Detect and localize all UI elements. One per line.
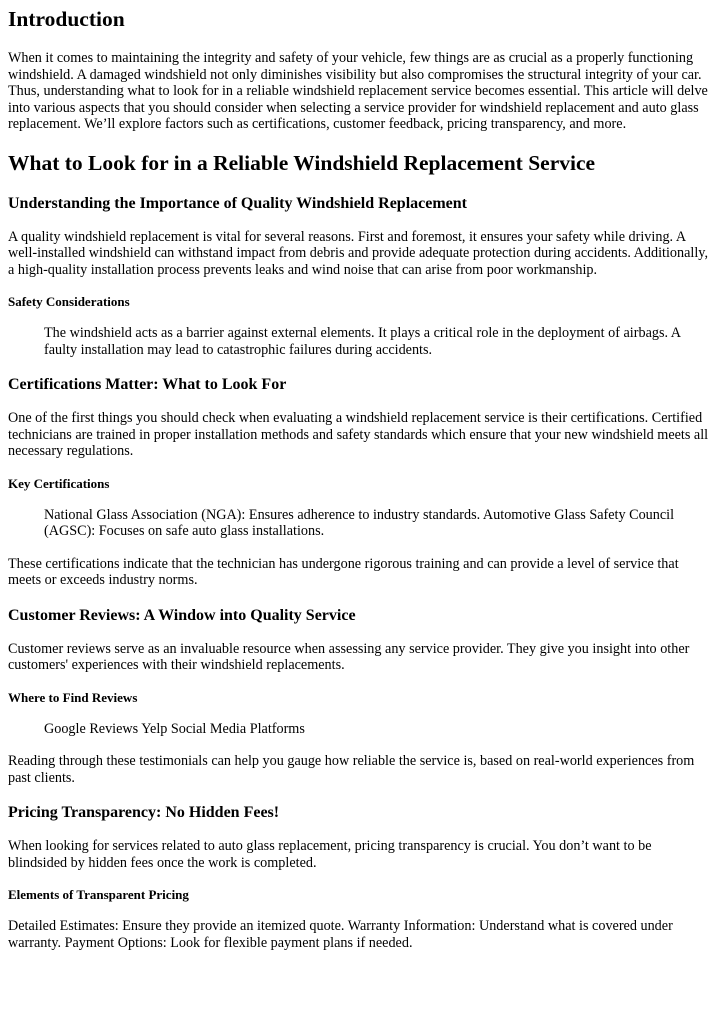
safety-paragraph: The windshield acts as a barrier against external elements. It plays a critical role in the deployment of airbags. A faulty installation may lead to catastrophic failures during accidents.	[44, 325, 681, 358]
certifications-paragraph: One of the first things you should check when evaluating a windshield replacement service is their certifications. Certified technicians are trained in proper installation methods and safety standards which ensure that your new windshield meets all necessary regulations.	[8, 410, 709, 459]
importance-heading: Understanding the Importance of Quality Windshield Replacement	[8, 194, 467, 212]
key-certifications-list: National Glass Association (NGA): Ensures adherence to industry standards. Automotive Glass Safety Council (AGSC): Focuses on safe auto glass installations.	[44, 506, 675, 539]
safety-heading: Safety Considerations	[8, 294, 130, 309]
certifications-after-paragraph: These certifications indicate that the technician has undergone rigorous training and can provide a level of service that meets or exceeds industry norms.	[8, 555, 679, 588]
certifications-heading: Certifications Matter: What to Look For	[8, 376, 287, 393]
where-reviews-heading: Where to Find Reviews	[8, 689, 138, 705]
pricing-paragraph: When looking for services related to auto glass replacement, pricing transparency is crucial. You don’t want to be blindsided by hidden fees once the work is completed.	[8, 838, 652, 871]
where-reviews-list: Google Reviews Yelp Social Media Platforms	[44, 720, 305, 737]
introduction-paragraph: When it comes to maintaining the integrity and safety of your vehicle, few things are as crucial as a properly functioning windshield. A damaged windshield not only diminishes visibility but also compromises the structural integrity of your car. Thus, understanding what to look for in a reliable windshield replacement service becomes essential. This article will delve into various aspects that you should consider when selecting a service provider for windshield replacement and auto glass replacement. We’ll explore factors such as certifications, customer feedback, pricing transparency, and more.	[8, 50, 708, 132]
importance-paragraph: A quality windshield replacement is vital for several reasons. First and foremost, it ensures your safety while driving. A well-installed windshield can withstand impact from debris and provide adequate protection during accidents. Additionally, a high-quality installation process prevents leaks and wind noise that can arise from poor workmanship.	[8, 228, 708, 278]
pricing-elements-paragraph: Detailed Estimates: Ensure they provide an itemized quote. Warranty Information: Understand what is covered under warranty. Payment Options: Look for flexible payment plans if needed.	[8, 918, 673, 951]
reviews-paragraph: Customer reviews serve as an invaluable resource when assessing any service provider. They give you insight into other customers' experiences with their windshield replacements.	[8, 640, 690, 673]
reviews-heading: Customer Reviews: A Window into Quality Service	[8, 606, 356, 624]
pricing-heading: Pricing Transparency: No Hidden Fees!	[8, 804, 280, 821]
reviews-after-paragraph: Reading through these testimonials can help you gauge how reliable the service is, based on real-world experiences from past clients.	[8, 753, 695, 786]
key-certifications-heading: Key Certifications	[8, 475, 110, 491]
main-heading: What to Look for in a Reliable Windshield Replacement Service	[8, 150, 596, 175]
introduction-heading: Introduction	[8, 7, 125, 31]
pricing-elements-heading: Elements of Transparent Pricing	[8, 887, 189, 902]
